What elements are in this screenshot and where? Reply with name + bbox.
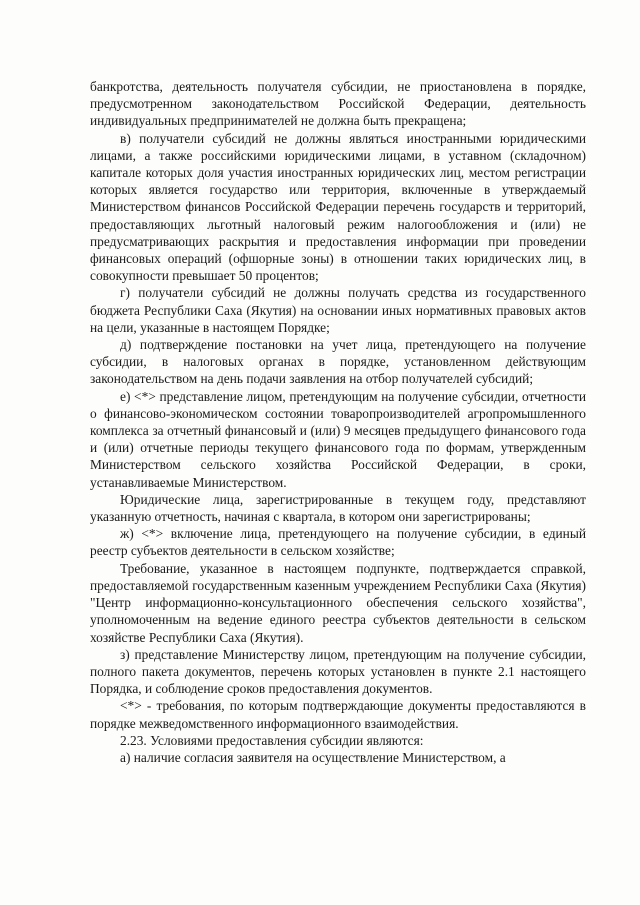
paragraph-continuation: банкротства, деятельность получателя субсидии, не приостановлена в порядке, предусмотренном законодательством Российской Федерации, деятельность индивидуальных предпринимателей не должна быть прекращена; bbox=[90, 79, 586, 129]
paragraph-item-a: а) наличие согласия заявителя на осуществление Министерством, а bbox=[120, 749, 506, 765]
document-body bbox=[90, 78, 586, 766]
paragraph-footnote: <*> - требования, по которым подтверждающие документы предоставляются в порядке межведомственного информационного взаимодействия. bbox=[90, 698, 586, 731]
paragraph-item-d: д) подтверждение постановки на учет лица, претендующего на получение субсидии, в налоговых органах в порядке, установленном действующим законодательством на день подачи заявления на отбор получателей субсидий; bbox=[90, 337, 586, 387]
paragraph-requirement: Требование, указанное в настоящем подпункте, подтверждается справкой, предоставляемой государственным казенным учреждением Республики Саха (Якутия) "Центр информационно-консультационного обеспечения сельского хозяйства", уполномоченным на ведение единого реестра субъектов деятельности в сельском хозяйстве Республики Саха (Якутия). bbox=[90, 560, 586, 645]
paragraph-item-e: е) <*> представление лицом, претендующим на получение субсидии, отчетности о финансово-экономическом состоянии товаропроизводителей агропромышленного комплекса за отчетный финансовый и (или) 9 месяцев предыдущего финансового года и (или) отчетные периоды текущего финансового года по формам, утвержденным Министерством сельского хозяйства Российской Федерации, в сроки, устанавливаемые Министерством. bbox=[90, 388, 586, 490]
paragraph-item-z: з) представление Министерству лицом, претендующим на получение субсидии, полного пакета документов, перечень которых установлен в пункте 2.1 настоящего Порядка, и соблюдение сроков предоставления документов. bbox=[90, 646, 586, 697]
paragraph-section-2-23: 2.23. Условиями предоставления субсидии являются: bbox=[120, 732, 424, 748]
paragraph-legal-entities: Юридические лица, зарегистрированные в текущем году, представляют указанную отчетность, начиная с квартала, в котором они зарегистрированы; bbox=[90, 491, 586, 525]
paragraph-item-v: в) получатели субсидий не должны являться иностранными юридическими лицами, а также российскими юридическими лицами, в уставном (складочном) капитале которых доля участия иностранных юридических лиц, местом регистрации которых является государство или территория, включенные в утверждаемый Министерством финансов Российской Федерации перечень государств и территорий, предоставляющих льготный налоговый режим налогообложения и (или) не предусматривающих раскрытия и предоставления информации при проведении финансовых операций (офшорные зоны) в отношении таких юридических лиц, в совокупности превышает 50 процентов; bbox=[90, 130, 586, 284]
paragraph-item-zh: ж) <*> включение лица, претендующего на получение субсидии, в единый реестр субъектов деятельности в сельском хозяйстве; bbox=[90, 526, 586, 559]
paragraph-item-g: г) получатели субсидий не должны получать средства из государственного бюджета Республики Саха (Якутия) на основании иных нормативных правовых актов на цели, указанные в настоящем Порядке; bbox=[90, 285, 586, 335]
